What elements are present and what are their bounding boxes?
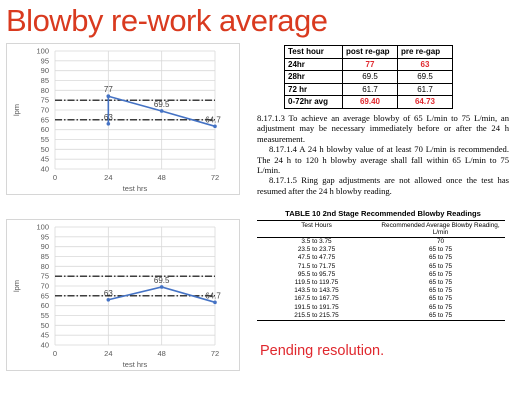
data-point bbox=[160, 109, 164, 113]
table-row bbox=[257, 279, 505, 287]
y-tick-label: 55 bbox=[40, 135, 49, 144]
chart-pre-regap bbox=[6, 219, 240, 371]
row-label: 0-72hr avg bbox=[285, 96, 343, 109]
x-tick-label: 48 bbox=[157, 173, 166, 182]
results-header-test-hour: Test hour bbox=[285, 46, 343, 59]
table10-hours-cell: 47.5 to 47.75 bbox=[297, 254, 336, 262]
table10-body bbox=[257, 238, 505, 321]
table-row bbox=[257, 238, 505, 247]
spec-paragraph: 8.17.1.4 A 24 h blowby value of at least 70 L/min is recommended. The 24 h to 120 h blowby average shall fall within 65 L/min to 75 L/min. bbox=[257, 144, 509, 176]
y-tick-label: 100 bbox=[36, 46, 49, 56]
table10-reading-cell: 65 to 75 bbox=[428, 303, 453, 311]
spec-excerpt bbox=[257, 113, 509, 196]
table10-reading-cell: 65 to 75 bbox=[376, 312, 505, 321]
y-tick-label: 95 bbox=[40, 56, 49, 66]
table-row bbox=[285, 71, 453, 84]
table10-hours-cell: 143.5 to 143.75 bbox=[294, 287, 339, 295]
y-tick-label: 65 bbox=[40, 291, 49, 301]
table-row bbox=[257, 246, 505, 254]
data-label: 69.5 bbox=[153, 99, 170, 109]
y-tick-label: 80 bbox=[40, 85, 49, 95]
results-table bbox=[284, 45, 453, 109]
table10-hours-cell: 167.5 to 167.75 bbox=[294, 295, 339, 303]
table10-reading-cell: 65 to 75 bbox=[428, 270, 453, 278]
table-row bbox=[285, 83, 453, 96]
chart-post-regap-svg bbox=[7, 44, 241, 196]
data-label: 77 bbox=[103, 85, 113, 95]
row-post-value: 69.5 bbox=[343, 71, 398, 84]
table10-title: TABLE 10 2nd Stage Recommended Blowby Readings bbox=[285, 209, 481, 218]
data-point bbox=[160, 285, 164, 289]
pending-note: Pending resolution. bbox=[260, 343, 385, 359]
table10-hours-cell: 119.5 to 119.75 bbox=[294, 279, 339, 287]
row-pre-value: 61.7 bbox=[398, 83, 453, 96]
table10-reading-cell: 65 to 75 bbox=[428, 254, 453, 262]
data-label: 69.5 bbox=[153, 275, 170, 285]
chart-pre-regap-svg bbox=[7, 220, 241, 372]
data-label: 63 bbox=[103, 112, 113, 122]
data-label: 64.7 bbox=[205, 291, 221, 301]
table10-header bbox=[257, 221, 505, 238]
y-tick-label: 75 bbox=[40, 271, 49, 281]
y-tick-label: 75 bbox=[40, 95, 49, 105]
row-label: 28hr bbox=[285, 71, 343, 84]
results-table-header bbox=[285, 46, 453, 59]
y-tick-label: 90 bbox=[40, 66, 49, 76]
row-label: 72 hr bbox=[285, 83, 343, 96]
x-tick-label: 48 bbox=[157, 349, 166, 358]
table10-hours-cell: 215.5 to 215.75 bbox=[257, 312, 376, 321]
y-tick-label: 45 bbox=[40, 330, 49, 340]
data-point bbox=[213, 301, 217, 305]
y-tick-label: 60 bbox=[40, 125, 49, 135]
table10-header-reading: Recommended Average Blowby Reading, L/min bbox=[376, 221, 505, 238]
table10-hours-cell: 191.5 to 191.75 bbox=[294, 303, 339, 311]
x-tick-label: 72 bbox=[210, 173, 220, 182]
y-tick-label: 85 bbox=[40, 76, 49, 85]
spec-paragraph: 8.17.1.3 To achieve an average blowby of 65 L/min to 75 L/min, an adjustment may be necessary immediately before or after the 24 h measurement. bbox=[257, 113, 509, 144]
row-label: 24hr bbox=[285, 58, 343, 71]
y-tick-label: 95 bbox=[40, 232, 49, 242]
row-post-value: 61.7 bbox=[343, 83, 398, 96]
data-point bbox=[107, 122, 111, 126]
data-point bbox=[107, 94, 111, 98]
table10 bbox=[257, 220, 505, 321]
table-row bbox=[257, 287, 505, 295]
x-tick-label: 0 bbox=[52, 349, 58, 358]
table10-reading-cell: 65 to 75 bbox=[428, 279, 453, 287]
row-pre-value: 64.73 bbox=[398, 96, 453, 109]
y-tick-label: 40 bbox=[40, 164, 49, 174]
y-tick-label: 80 bbox=[40, 261, 49, 271]
table10-hours-cell: 3.5 to 3.75 bbox=[301, 238, 332, 245]
y-tick-label: 40 bbox=[40, 340, 49, 350]
table10-reading-cell: 65 to 75 bbox=[428, 287, 453, 295]
data-label: 64.7 bbox=[205, 115, 221, 125]
data-label: 63 bbox=[103, 288, 113, 298]
data-point bbox=[107, 298, 111, 302]
x-tick-label: 0 bbox=[52, 173, 58, 182]
y-axis-label: lpm bbox=[12, 103, 21, 117]
table10-reading-cell: 65 to 75 bbox=[428, 246, 453, 254]
row-post-value: 69.40 bbox=[343, 96, 398, 109]
y-tick-label: 50 bbox=[40, 320, 49, 330]
table10-reading-cell: 70 bbox=[436, 238, 445, 245]
y-axis-label: lpm bbox=[12, 279, 21, 293]
table10-hours-cell: 71.5 to 71.75 bbox=[297, 262, 336, 270]
row-post-value: 77 bbox=[343, 58, 398, 71]
table10-hours-cell: 95.5 to 95.75 bbox=[297, 270, 336, 278]
table10-header-hours: Test Hours bbox=[257, 221, 376, 238]
table10-reading-cell: 65 to 75 bbox=[428, 295, 453, 303]
x-axis-label: test hrs bbox=[122, 360, 148, 369]
slide-title: Blowby re-work average bbox=[6, 3, 328, 38]
y-tick-label: 85 bbox=[40, 252, 49, 261]
x-tick-label: 72 bbox=[210, 349, 220, 358]
table-row bbox=[285, 58, 453, 71]
spec-paragraph: 8.17.1.5 Ring gap adjustments are not allowed once the test has resumed after the 24 h blowby reading. bbox=[257, 175, 509, 196]
y-tick-label: 50 bbox=[40, 144, 49, 154]
table-row bbox=[257, 254, 505, 262]
row-pre-value: 69.5 bbox=[398, 71, 453, 84]
results-header-pre: pre re-gap bbox=[398, 46, 453, 59]
table-row bbox=[257, 304, 505, 312]
y-tick-label: 45 bbox=[40, 154, 49, 164]
chart-post-regap bbox=[6, 43, 240, 195]
table-row bbox=[257, 271, 505, 279]
x-axis-label: test hrs bbox=[122, 184, 148, 193]
y-tick-label: 60 bbox=[40, 301, 49, 311]
table10-reading-cell: 65 to 75 bbox=[428, 262, 453, 270]
y-tick-label: 100 bbox=[36, 222, 49, 232]
x-tick-label: 24 bbox=[104, 173, 113, 182]
row-pre-value: 63 bbox=[398, 58, 453, 71]
table-row bbox=[257, 263, 505, 271]
data-point bbox=[213, 125, 217, 129]
y-tick-label: 65 bbox=[40, 115, 49, 125]
table10-hours-cell: 23.5 to 23.75 bbox=[297, 246, 336, 254]
table-row bbox=[285, 96, 453, 109]
results-header-post: post re-gap bbox=[343, 46, 398, 59]
y-tick-label: 70 bbox=[40, 281, 49, 291]
y-tick-label: 90 bbox=[40, 242, 49, 252]
table-row bbox=[257, 295, 505, 303]
table-row bbox=[257, 312, 505, 321]
y-tick-label: 55 bbox=[40, 311, 49, 320]
x-tick-label: 24 bbox=[104, 349, 113, 358]
y-tick-label: 70 bbox=[40, 105, 49, 115]
